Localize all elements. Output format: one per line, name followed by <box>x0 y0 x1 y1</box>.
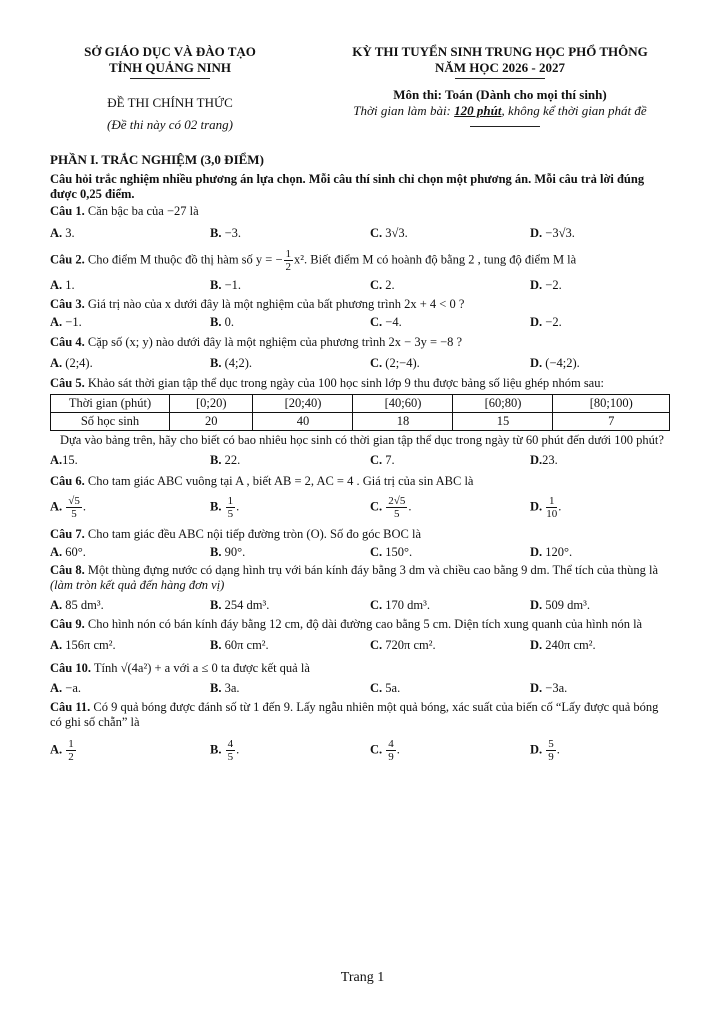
option-a[interactable]: A. −1. <box>50 315 82 329</box>
question-text: Cho tam giác ABC vuông tại A , biết AB = 2, AC = 4 . Giá trị của sin ABC là <box>87 474 474 488</box>
question-2 <box>50 247 670 273</box>
option-b[interactable]: B. $\frac{4}{5}$ . <box>210 737 240 763</box>
header-right-rule-2 <box>470 126 540 127</box>
option-a[interactable]: A. 156π cm². <box>50 637 116 652</box>
question-5 <box>50 376 670 391</box>
table-cell: 20 <box>170 413 253 431</box>
option-d[interactable]: D. (−4;2). <box>530 355 580 370</box>
header-right-subject <box>305 87 695 119</box>
exam-header <box>0 40 725 140</box>
option-d[interactable]: D. $\frac{1}{10}$ . <box>530 494 562 520</box>
question-text: Có 9 quả bóng được đánh số từ 1 đến 9. Lấy ngẫu nhiên một quả bóng, xác suất của biến cố “Lấy được quả bóng có ghi số chẵn” là <box>50 700 659 729</box>
table-cell: 40 <box>253 413 353 431</box>
option-c[interactable]: C. $\frac{4}{9}$ . <box>370 737 400 763</box>
question-text: Tính √(4a²) + a với a ≤ 0 ta được kết quả là <box>93 661 310 675</box>
options-9 <box>50 632 670 658</box>
option-a[interactable]: A.15. <box>50 452 78 467</box>
time-suffix: , không kể thời gian phát đề <box>501 103 647 118</box>
question-text: Cặp số (x; y) nào dưới đây là một nghiệm của phương trình 2x − 3y = −8 ? <box>87 335 463 349</box>
option-c[interactable]: C. 2. <box>370 277 395 292</box>
table-cell: [40;60) <box>353 395 453 413</box>
option-c[interactable]: C. (2;−4). <box>370 355 420 370</box>
option-b[interactable]: B. −1. <box>210 277 242 292</box>
question-note: (làm tròn kết quả đến hàng đơn vị) <box>50 578 225 592</box>
question-8 <box>50 563 670 593</box>
option-d[interactable]: D.23. <box>530 452 558 467</box>
option-b[interactable]: B. 90°. <box>210 545 246 559</box>
option-a[interactable]: A. 60°. <box>50 545 86 559</box>
fraction: $\frac{1}{2}$ <box>285 247 292 273</box>
school-year: NĂM HỌC 2026 - 2027 <box>435 60 565 75</box>
options-1 <box>50 219 670 247</box>
option-d[interactable]: D. $\frac{5}{9}$ . <box>530 737 560 763</box>
part1-title: PHẦN I. TRẮC NGHIỆM (3,0 ĐIỂM) <box>50 152 264 167</box>
question-label: Câu 6. <box>50 474 85 488</box>
option-a[interactable]: A. 1. <box>50 277 75 292</box>
option-d[interactable]: D. 120°. <box>530 545 573 559</box>
option-b[interactable]: B. 3a. <box>210 680 240 695</box>
question-label: Câu 3. <box>50 297 85 311</box>
official-label: ĐỀ THI CHÍNH THỨC <box>107 95 233 110</box>
options-7 <box>50 542 670 563</box>
exam-title: KỲ THI TUYỂN SINH TRUNG HỌC PHỔ THÔNG <box>352 44 648 59</box>
question-9 <box>50 617 670 632</box>
question-label: Câu 8. <box>50 563 85 577</box>
page-number: Trang 1 <box>340 970 385 985</box>
option-a[interactable]: A. 85 dm³. <box>50 597 104 612</box>
option-d[interactable]: D. −3a. <box>530 680 568 695</box>
pages-note: (Đề thi này có 02 trang) <box>106 117 233 132</box>
options-2 <box>50 273 670 297</box>
part1-instructions: Câu hỏi trắc nghiệm nhiều phương án lựa chọn. Mỗi câu thí sinh chỉ chọn một phương án. Mỗi câu trả lời đúng được 0,25 điểm. <box>50 172 645 201</box>
option-c[interactable]: C. 170 dm³. <box>370 597 431 612</box>
question-6 <box>50 474 670 489</box>
question-text: Cho tam giác đều ABC nội tiếp đường tròn (O). Số đo góc BOC là <box>87 527 422 541</box>
option-b[interactable]: B. (4;2). <box>210 355 253 370</box>
question-label: Câu 9. <box>50 617 85 631</box>
option-a[interactable]: A. −a. <box>50 680 82 695</box>
exam-body <box>50 152 670 770</box>
table-header-row <box>51 395 670 413</box>
options-11 <box>50 730 670 770</box>
table-cell: 7 <box>553 413 670 431</box>
table-cell: 18 <box>353 413 453 431</box>
question-label: Câu 4. <box>50 335 85 349</box>
option-a[interactable]: A. 3. <box>50 225 75 240</box>
time-value: 120 phút <box>454 103 502 118</box>
options-3 <box>50 312 670 333</box>
option-d[interactable]: D. 240π cm². <box>530 637 596 652</box>
question-text: Giá trị nào của x dưới đây là một nghiệm của bất phương trình 2x + 4 < 0 ? <box>87 297 465 311</box>
header-left <box>50 44 290 76</box>
option-c[interactable]: C. 150°. <box>370 545 413 559</box>
option-d[interactable]: D. −2. <box>530 315 562 329</box>
time-line <box>305 103 695 119</box>
option-a[interactable]: A. (2;4). <box>50 355 93 370</box>
question-text: Cho hình nón có bán kính đáy bằng 12 cm, độ dài đường cao bằng 5 cm. Diện tích xung quanh của hình nón là <box>87 617 643 631</box>
time-prefix: Thời gian làm bài: <box>353 103 455 118</box>
data-table <box>50 394 670 431</box>
header-left-rule <box>130 78 210 79</box>
header-right-rule <box>455 78 545 79</box>
option-b[interactable]: B. $\frac{1}{5}$ . <box>210 494 240 520</box>
option-d[interactable]: D. −3√3. <box>530 225 575 240</box>
question-1 <box>50 204 670 219</box>
options-8 <box>50 593 670 617</box>
subject-line: Môn thi: Toán (Dành cho mọi thí sinh) <box>393 87 607 102</box>
option-b[interactable]: B. 60π cm². <box>210 637 269 652</box>
option-b[interactable]: B. 254 dm³. <box>210 597 270 612</box>
question-4 <box>50 335 670 350</box>
question-label: Câu 11. <box>50 700 91 714</box>
header-right <box>305 44 695 76</box>
options-5 <box>50 448 670 472</box>
question-text-pre: Cho điểm M thuộc đồ thị hàm số y = − <box>87 251 283 266</box>
option-c[interactable]: C. 720π cm². <box>370 637 436 652</box>
question-label: Câu 7. <box>50 527 85 541</box>
header-left-official <box>50 95 290 133</box>
question-label: Câu 10. <box>50 661 91 675</box>
question-label: Câu 1. <box>50 204 85 218</box>
table-row <box>51 413 670 431</box>
table-cell: [20;40) <box>253 395 353 413</box>
province-name: TỈNH QUẢNG NINH <box>108 60 232 75</box>
question-text: Một thùng đựng nước có dạng hình trụ với bán kính đáy bằng 3 dm và chiều cao bằng 9 dm. Thể tích của thùng là <box>87 563 659 577</box>
option-c[interactable]: C. $\frac{2√5}{5}$ . <box>370 494 412 520</box>
options-10 <box>50 676 670 700</box>
question-text-post: x². Biết điểm M có hoành độ bằng 2 , tung độ điểm M là <box>294 251 577 266</box>
question-text: Khảo sát thời gian tập thể dục trong ngày của 100 học sinh lớp 9 thu được bảng số liệu ghép nhóm sau: <box>87 376 604 390</box>
option-b[interactable]: B. −3. <box>210 225 242 240</box>
option-a[interactable]: A. $\frac{√5}{5}$ . <box>50 494 86 520</box>
options-6 <box>50 489 670 525</box>
table-cell: Thời gian (phút) <box>51 395 170 413</box>
option-b[interactable]: B. 22. <box>210 452 241 467</box>
table-cell: 15 <box>453 413 553 431</box>
option-a[interactable]: A. $\frac{1}{2}$ <box>50 737 74 763</box>
department-name: SỞ GIÁO DỤC VÀ ĐÀO TẠO <box>84 44 256 59</box>
table-cell: [0;20) <box>170 395 253 413</box>
option-c[interactable]: C. −4. <box>370 315 402 329</box>
question-label: Câu 2. <box>50 251 85 266</box>
option-d[interactable]: D. −2. <box>530 277 562 292</box>
options-4 <box>50 350 670 376</box>
table-cell: [60;80) <box>453 395 553 413</box>
table-cell: Số học sinh <box>51 413 170 431</box>
option-c[interactable]: C. 5a. <box>370 680 401 695</box>
question-11 <box>50 700 670 730</box>
question-5-followup: Dựa vào bảng trên, hãy cho biết có bao nhiêu học sinh có thời gian tập thể dục trong ngày từ 60 phút đến dưới 100 phút? <box>60 433 664 447</box>
question-10 <box>50 661 670 676</box>
option-b[interactable]: B. 0. <box>210 315 234 329</box>
question-7 <box>50 527 670 542</box>
question-label: Câu 5. <box>50 376 85 390</box>
question-text: Căn bậc ba của −27 là <box>87 204 199 218</box>
option-c[interactable]: C. 3√3. <box>370 225 408 240</box>
question-3 <box>50 297 670 312</box>
table-cell: [80;100) <box>553 395 670 413</box>
option-d[interactable]: D. 509 dm³. <box>530 597 591 612</box>
option-c[interactable]: C. 7. <box>370 452 395 467</box>
